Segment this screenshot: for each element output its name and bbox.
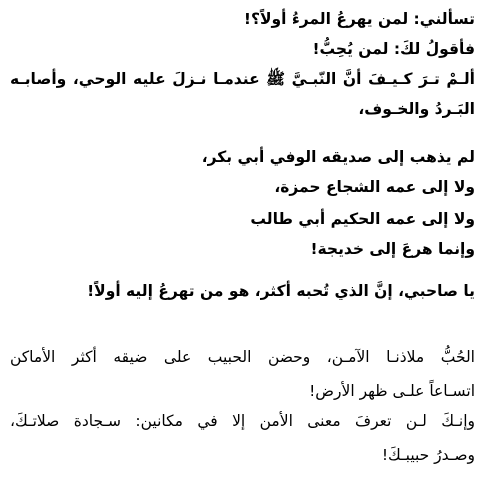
love-line-1: الحُبُّ ملاذنـا الآمـن، وحضن الحبيب على ضيقه أكثر الأماكن (10, 348, 475, 366)
love-line-4: وصـدرُ حبيبـكَ! (381, 446, 475, 464)
question-line: تسألني: لمن يهرعُ المرءُ أولاً؟! (243, 10, 475, 28)
paragraph-line-5: ولا إلى عمه الحكيم أبي طالب (250, 210, 475, 228)
paragraph-line-1: ألـمْ تـرَ كـيـفَ أنَّ النّبـيَّ ﷺ عندمـا نـزلَ عليه الوحي، وأصابـه (10, 70, 475, 88)
paragraph-line-3: لم يذهب إلى صديقه الوفي أبي بكر، (201, 148, 475, 166)
paragraph-line-2: البَـردُ والخـوف، (358, 100, 475, 118)
love-line-3: وإنـكَ لـن تعرفَ معنى الأمن إلا في مكانين: سـجادة صلاتـكَ، (10, 412, 475, 430)
paragraph-line-6: وإنما هرعَ إلى خديجة! (310, 240, 475, 258)
answer-line: فأقولُ لكَ: لمن يُحِبُّ! (312, 40, 475, 58)
closing-line: يا صاحبي، إنَّ الذي تُحبه أكثر، هو من تهرعُ إليه أولاً! (87, 282, 475, 300)
paragraph-line-4: ولا إلى عمه الشجاع حمزة، (274, 178, 475, 196)
love-line-2: اتسـاعاً علـى ظهر الأرض! (309, 382, 475, 400)
